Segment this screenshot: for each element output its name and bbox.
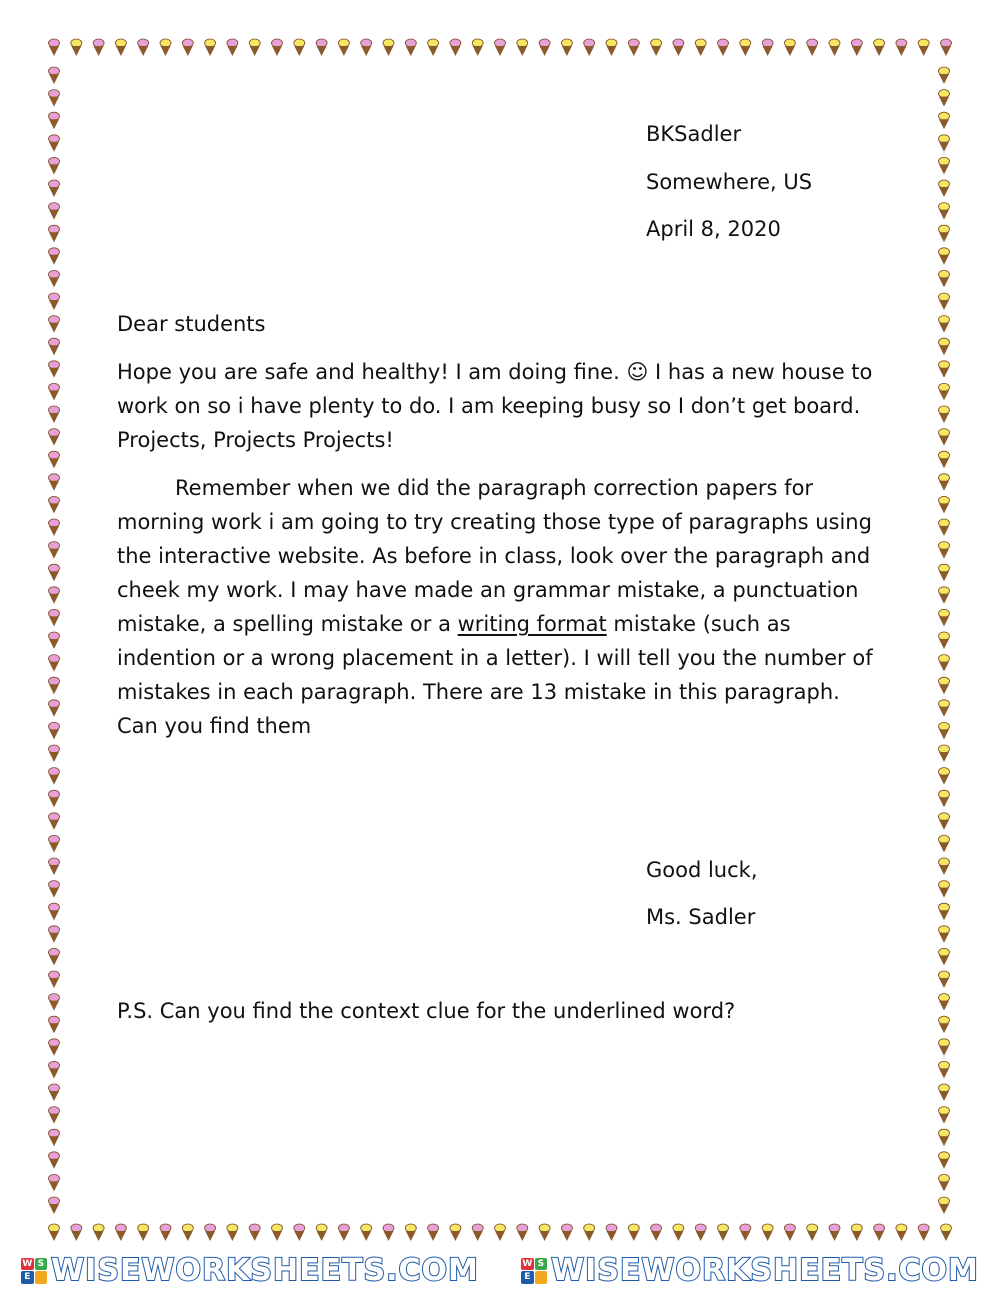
ice-cream-cone-icon (49, 1061, 60, 1078)
ice-cream-cone-icon (49, 67, 60, 84)
ice-cream-cone-icon (472, 1224, 483, 1241)
ice-cream-cone-icon (939, 406, 950, 423)
signature: Ms. Sadler (646, 905, 756, 929)
ice-cream-cone-icon (939, 112, 950, 129)
ice-cream-cone-icon (361, 1224, 372, 1241)
ice-cream-cone-icon (49, 338, 60, 355)
watermark-logo: W S E (521, 1258, 547, 1284)
ice-cream-cone-icon (49, 135, 60, 152)
ice-cream-cone-icon (450, 1224, 461, 1241)
ice-cream-cone-icon (49, 1107, 60, 1124)
ice-cream-cone-icon (338, 39, 349, 56)
ice-cream-cone-icon (762, 1224, 773, 1241)
ice-cream-cone-icon (49, 948, 60, 965)
ice-cream-cone-icon (49, 383, 60, 400)
ice-cream-cone-icon (939, 971, 950, 988)
ice-cream-cone-icon (939, 835, 950, 852)
ice-cream-cone-icon (628, 1224, 639, 1241)
ice-cream-cone-icon (606, 1224, 617, 1241)
ice-cream-cone-icon (49, 790, 60, 807)
ice-cream-cone-icon (405, 39, 416, 56)
paragraph-2-text-before: Remember when we did the paragraph correction papers for morning work i am going to try creating those type of paragraphs using the interactive website. As before in class, look over the paragraph and cheek my work. I may have made an grammar mistake, a punctuation mistake, a spelling mistake or a (117, 476, 872, 636)
ice-cream-cone-icon (49, 1084, 60, 1101)
ice-cream-cone-icon (49, 519, 60, 536)
ice-cream-cone-icon (71, 39, 82, 56)
ice-cream-cone-icon (49, 496, 60, 513)
ice-cream-cone-icon (939, 587, 950, 604)
ice-cream-cone-icon (939, 1152, 950, 1169)
ice-cream-cone-icon (939, 1039, 950, 1056)
ice-cream-cone-icon (49, 835, 60, 852)
ice-cream-cone-icon (896, 39, 907, 56)
ice-cream-cone-icon (939, 451, 950, 468)
ice-cream-cone-icon (49, 1197, 60, 1214)
watermark-text: WISEWORKSHEETS.COM (51, 1253, 479, 1288)
ice-cream-cone-icon (49, 1174, 60, 1191)
ice-cream-cone-icon (294, 39, 305, 56)
ice-cream-cone-icon (539, 1224, 550, 1241)
ice-cream-cone-icon (939, 67, 950, 84)
ice-cream-cone-icon (49, 858, 60, 875)
ice-cream-cone-icon (628, 39, 639, 56)
ice-cream-cone-icon (49, 1152, 60, 1169)
ice-cream-cone-icon (49, 180, 60, 197)
ice-cream-cone-icon (495, 1224, 506, 1241)
ice-cream-cone-icon (673, 39, 684, 56)
ice-cream-cone-icon (49, 722, 60, 739)
ice-cream-cone-icon (115, 1224, 126, 1241)
ice-cream-cone-icon (939, 1084, 950, 1101)
ice-cream-cone-icon (584, 39, 595, 56)
ice-cream-cone-icon (939, 903, 950, 920)
watermark (21, 1253, 479, 1288)
ice-cream-cone-icon (49, 225, 60, 242)
ice-cream-cone-icon (49, 293, 60, 310)
ice-cream-cone-icon (49, 248, 60, 265)
ice-cream-cone-icon (49, 971, 60, 988)
ice-cream-cone-icon (939, 135, 950, 152)
ice-cream-cone-icon (49, 1039, 60, 1056)
ice-cream-cone-icon (939, 429, 950, 446)
ice-cream-cone-icon (383, 39, 394, 56)
ice-cream-cone-icon (71, 1224, 82, 1241)
ice-cream-cone-icon (272, 39, 283, 56)
ice-cream-cone-icon (939, 790, 950, 807)
ice-cream-cone-icon (939, 768, 950, 785)
ice-cream-cone-icon (939, 474, 950, 491)
sender-location: Somewhere, US (646, 170, 813, 194)
ice-cream-cone-icon (784, 39, 795, 56)
ice-cream-cone-icon (49, 361, 60, 378)
ice-cream-cone-icon (383, 1224, 394, 1241)
ice-cream-cone-icon (939, 1174, 950, 1191)
ice-cream-cone-icon (939, 1016, 950, 1033)
ice-cream-cone-icon (939, 361, 950, 378)
ice-cream-cone-icon (939, 542, 950, 559)
ice-cream-cone-icon (851, 39, 862, 56)
watermark-logo: W S E (21, 1258, 47, 1284)
ice-cream-cone-icon (49, 609, 60, 626)
ice-cream-cone-icon (316, 39, 327, 56)
ice-cream-cone-icon (428, 39, 439, 56)
ice-cream-cone-icon (49, 451, 60, 468)
ice-cream-cone-icon (695, 1224, 706, 1241)
ice-cream-cone-icon (939, 1061, 950, 1078)
ice-cream-cone-icon (718, 39, 729, 56)
ice-cream-cone-icon (517, 1224, 528, 1241)
ice-cream-cone-icon (939, 1107, 950, 1124)
ice-cream-cone-icon (918, 1224, 929, 1241)
watermark-text: WISEWORKSHEETS.COM (551, 1253, 979, 1288)
ice-cream-cone-icon (49, 745, 60, 762)
ice-cream-cone-icon (941, 1224, 952, 1241)
greeting: Dear students (117, 312, 266, 336)
sender-name: BKSadler (646, 122, 742, 146)
ice-cream-cone-icon (450, 39, 461, 56)
ice-cream-cone-icon (272, 1224, 283, 1241)
ice-cream-cone-icon (939, 858, 950, 875)
ice-cream-cone-icon (939, 157, 950, 174)
ice-cream-cone-icon (561, 1224, 572, 1241)
ice-cream-cone-icon (939, 270, 950, 287)
ice-cream-cone-icon (428, 1224, 439, 1241)
ice-cream-cone-icon (49, 429, 60, 446)
ice-cream-cone-icon (227, 39, 238, 56)
ice-cream-cone-icon (807, 1224, 818, 1241)
ice-cream-cone-icon (49, 1016, 60, 1033)
ice-cream-cone-icon (49, 813, 60, 830)
ice-cream-cone-icon (851, 1224, 862, 1241)
ice-cream-cone-icon (939, 926, 950, 943)
ice-cream-cone-icon (939, 383, 950, 400)
ice-cream-cone-icon (939, 225, 950, 242)
ice-cream-cone-icon (939, 293, 950, 310)
ice-cream-cone-icon (896, 1224, 907, 1241)
paragraph-2-text-after: mistake (such as indention or a wrong placement in a letter). I will tell you the number of mistakes in each paragraph. There are 13 mistake in this paragraph. Can you find them (117, 612, 873, 738)
ice-cream-cone-icon (115, 39, 126, 56)
ice-cream-cone-icon (49, 768, 60, 785)
paragraph-2 (117, 471, 887, 743)
ice-cream-cone-icon (673, 1224, 684, 1241)
ice-cream-cone-icon (762, 39, 773, 56)
ice-cream-cone-icon (939, 316, 950, 333)
ice-cream-cone-icon (93, 1224, 104, 1241)
ice-cream-cone-icon (49, 90, 60, 107)
ice-cream-cone-icon (49, 157, 60, 174)
ice-cream-cone-icon (205, 1224, 216, 1241)
ice-cream-cone-icon (695, 39, 706, 56)
ice-cream-cone-icon (249, 39, 260, 56)
ice-cream-cone-icon (472, 39, 483, 56)
ice-cream-cone-icon (939, 677, 950, 694)
ice-cream-cone-icon (495, 39, 506, 56)
ice-cream-cone-icon (939, 722, 950, 739)
ice-cream-cone-icon (49, 632, 60, 649)
ice-cream-cone-icon (49, 564, 60, 581)
ice-cream-cone-icon (784, 1224, 795, 1241)
ice-cream-cone-icon (651, 39, 662, 56)
ice-cream-cone-icon (939, 1197, 950, 1214)
ice-cream-cone-icon (338, 1224, 349, 1241)
ice-cream-cone-icon (941, 39, 952, 56)
ice-cream-cone-icon (918, 39, 929, 56)
ice-cream-cone-icon (49, 587, 60, 604)
ice-cream-cone-icon (939, 203, 950, 220)
ice-cream-cone-icon (49, 881, 60, 898)
ice-cream-cone-icon (517, 39, 528, 56)
ice-cream-cone-icon (939, 994, 950, 1011)
ice-cream-cone-icon (939, 700, 950, 717)
ice-cream-cone-icon (49, 1224, 60, 1241)
ice-cream-cone-icon (49, 474, 60, 491)
ice-cream-cone-icon (49, 926, 60, 943)
ice-cream-cone-icon (807, 39, 818, 56)
ice-cream-cone-icon (939, 338, 950, 355)
ice-cream-cone-icon (182, 39, 193, 56)
ice-cream-cone-icon (49, 655, 60, 672)
ice-cream-cone-icon (49, 700, 60, 717)
ice-cream-cone-icon (49, 316, 60, 333)
ice-cream-cone-icon (939, 609, 950, 626)
ice-cream-cone-icon (294, 1224, 305, 1241)
ice-cream-cone-icon (49, 203, 60, 220)
ice-cream-cone-icon (93, 39, 104, 56)
ice-cream-cone-icon (49, 994, 60, 1011)
ice-cream-cone-icon (49, 112, 60, 129)
watermark-repeat (521, 1253, 979, 1288)
ice-cream-cone-icon (874, 39, 885, 56)
ice-cream-cone-icon (718, 1224, 729, 1241)
ice-cream-cone-icon (49, 542, 60, 559)
ice-cream-cone-icon (939, 248, 950, 265)
ice-cream-cone-icon (316, 1224, 327, 1241)
ice-cream-cone-icon (138, 1224, 149, 1241)
postscript: P.S. Can you find the context clue for the underlined word? (117, 999, 736, 1023)
ice-cream-cone-icon (49, 39, 60, 56)
ice-cream-cone-icon (740, 39, 751, 56)
ice-cream-cone-icon (49, 903, 60, 920)
ice-cream-cone-icon (160, 1224, 171, 1241)
ice-cream-cone-icon (249, 1224, 260, 1241)
underlined-word: writing format (457, 612, 607, 636)
ice-cream-cone-icon (182, 1224, 193, 1241)
ice-cream-cone-icon (939, 881, 950, 898)
ice-cream-cone-icon (939, 564, 950, 581)
ice-cream-cone-icon (939, 180, 950, 197)
ice-cream-cone-icon (606, 39, 617, 56)
ice-cream-cone-icon (651, 1224, 662, 1241)
ice-cream-cone-icon (874, 1224, 885, 1241)
ice-cream-cone-icon (939, 948, 950, 965)
ice-cream-cone-icon (939, 632, 950, 649)
ice-cream-cone-icon (829, 1224, 840, 1241)
ice-cream-cone-icon (829, 39, 840, 56)
ice-cream-cone-icon (361, 39, 372, 56)
ice-cream-cone-icon (49, 406, 60, 423)
ice-cream-cone-icon (939, 813, 950, 830)
ice-cream-cone-icon (205, 39, 216, 56)
ice-cream-cone-icon (561, 39, 572, 56)
ice-cream-cone-icon (138, 39, 149, 56)
ice-cream-cone-icon (160, 39, 171, 56)
ice-cream-cone-icon (539, 39, 550, 56)
paragraph-1: Hope you are safe and healthy! I am doing fine. ☺ I has a new house to work on so i have plenty to do. I am keeping busy so I don’t get board. Projects, Projects Projects! (117, 360, 873, 452)
ice-cream-cone-icon (740, 1224, 751, 1241)
ice-cream-cone-icon (49, 1129, 60, 1146)
ice-cream-cone-icon (584, 1224, 595, 1241)
ice-cream-cone-icon (227, 1224, 238, 1241)
ice-cream-cone-icon (939, 745, 950, 762)
ice-cream-cone-icon (49, 677, 60, 694)
ice-cream-cone-icon (405, 1224, 416, 1241)
ice-cream-cone-icon (939, 655, 950, 672)
ice-cream-cone-icon (939, 519, 950, 536)
closing: Good luck, (646, 858, 758, 882)
ice-cream-cone-icon (939, 496, 950, 513)
watermark-bar (0, 1250, 1000, 1291)
letter-date: April 8, 2020 (646, 217, 781, 241)
ice-cream-cone-icon (939, 1129, 950, 1146)
ice-cream-cone-icon (939, 90, 950, 107)
ice-cream-cone-icon (49, 270, 60, 287)
